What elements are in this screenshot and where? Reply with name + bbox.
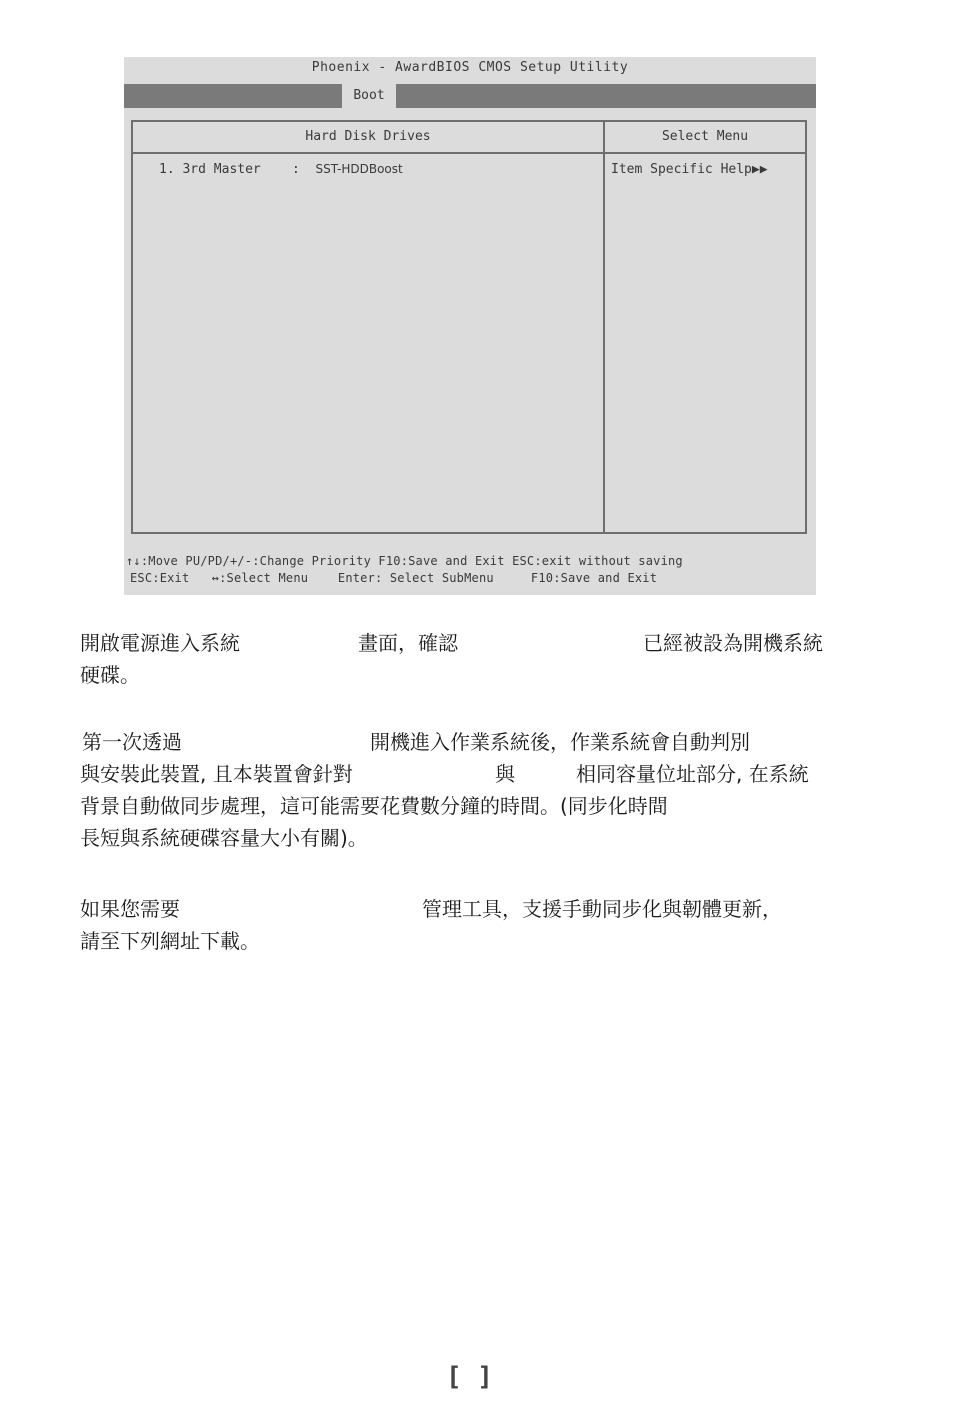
text-segment: 與 (495, 762, 515, 786)
bios-title: Phoenix - AwardBIOS CMOS Setup Utility (311, 60, 629, 75)
text-segment: 管理工具，支援手動同步化與韌體更新， (422, 897, 782, 921)
paragraph-2-line-3 (80, 790, 880, 822)
boot-device-entry[interactable] (159, 162, 403, 177)
bios-panel (131, 120, 807, 534)
paragraph-2-line-1 (80, 726, 880, 758)
boot-device-label: 1. 3rd Master : (159, 162, 316, 177)
item-specific-help: Item Specific Help▶▶ (611, 162, 768, 177)
paragraph-3 (80, 893, 880, 957)
select-menu-header: Select Menu (605, 122, 805, 154)
text-segment: 畫面，確認 (358, 631, 458, 655)
text-segment: 長短與系統硬碟容量大小有關)。 (80, 826, 368, 850)
boot-device-value: SST-HDDBoost (315, 162, 403, 176)
hard-disk-drives-header: Hard Disk Drives (133, 122, 603, 154)
paragraph-2-line-2 (80, 758, 880, 790)
paragraph-3-line-2 (80, 925, 880, 957)
bios-tab-bar (124, 84, 816, 108)
text-segment: 第一次透過 (82, 730, 182, 754)
paragraph-3-line-1 (80, 893, 880, 925)
text-segment: 開機進入作業系統後，作業系統會自動判別 (370, 730, 750, 754)
bios-screenshot (124, 57, 816, 595)
text-segment: 已經被設為開機系統 (643, 631, 823, 655)
bios-footer-line-2: ESC:Exit ↔:Select Menu Enter: Select SubMenu F10:Save and Exit (130, 571, 658, 585)
paragraph-2-line-4 (80, 822, 880, 854)
text-segment: 如果您需要 (80, 897, 180, 921)
panel-divider (603, 122, 605, 532)
tab-boot[interactable]: Boot (342, 84, 396, 108)
text-segment: 相同容量位址部分, 在系統 (576, 762, 809, 786)
bios-footer-line-1: ↑↓:Move PU/PD/+/-:Change Priority F10:Save and Exit ESC:exit without saving (126, 554, 683, 568)
page-number-bracket: [ ] (446, 1362, 493, 1392)
text-segment: 背景自動做同步處理，這可能需要花費數分鐘的時間。(同步化時間 (80, 794, 668, 818)
text-segment: 開啟電源進入系統 (80, 631, 240, 655)
paragraph-1 (80, 627, 880, 691)
text-segment: 請至下列網址下載。 (80, 929, 260, 953)
paragraph-1-line-2 (80, 659, 880, 691)
paragraph-1-line-1 (80, 627, 880, 659)
text-segment: 與安裝此裝置, 且本裝置會針對 (80, 762, 353, 786)
paragraph-2 (80, 726, 880, 854)
text-segment: 硬碟。 (80, 663, 140, 687)
